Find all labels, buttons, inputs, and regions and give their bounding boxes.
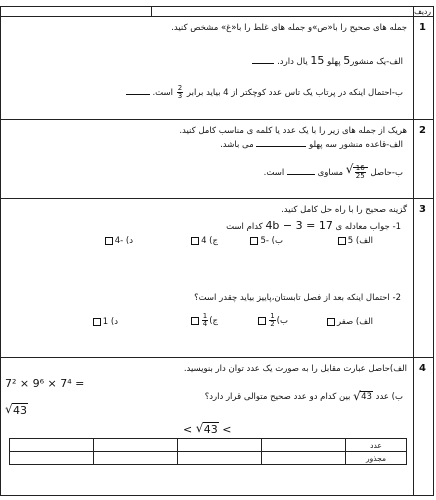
q3-p2-option-c[interactable]: ج) $\frac{1}{4}$	[189, 313, 218, 328]
q2-item-b	[263, 162, 403, 180]
checkbox-icon[interactable]	[191, 237, 199, 245]
table-row-label: مجذور	[346, 452, 407, 465]
q1-a-n: 5	[343, 54, 351, 67]
checkbox-icon[interactable]	[191, 317, 199, 325]
q3-p1-option-a[interactable]: الف) 5	[336, 236, 373, 247]
q1-b-fraction: $\frac{2}{3}$	[177, 84, 183, 100]
q3-p1-question	[226, 220, 401, 233]
row-divider-3	[1, 357, 433, 358]
header-divider	[1, 16, 433, 17]
q3-p2-option-b[interactable]: ب) $\frac{1}{2}$	[256, 313, 288, 328]
q4-b-sqrt: √ 43	[353, 389, 372, 403]
q3-p1-option-b[interactable]: ب) -5	[248, 236, 283, 247]
header-tick	[151, 7, 152, 16]
q4-a-expression: 7² × 9⁶ × 7⁴ =	[5, 377, 85, 390]
q1-a-faces: 15	[310, 54, 325, 67]
q3-p2-label: 2-	[392, 293, 401, 303]
q3-instruction: گزینه صحیح را با راه حل کامل کنید.	[281, 205, 407, 215]
checkbox-icon[interactable]	[105, 237, 113, 245]
q1-a-prefix: الف-یک منشور	[350, 57, 403, 67]
q3-p1-option-c[interactable]: ج) 4	[189, 236, 218, 247]
q2-item-a	[220, 140, 403, 151]
table-cell[interactable]	[262, 452, 346, 465]
table-cell[interactable]	[10, 439, 94, 452]
q2-b-blank[interactable]	[287, 174, 315, 175]
checkbox-icon[interactable]	[258, 317, 266, 325]
checkbox-icon[interactable]	[338, 237, 346, 245]
q3-p2-question	[194, 293, 401, 304]
header-row-label: ردیف	[414, 7, 431, 16]
checkbox-icon[interactable]	[327, 318, 335, 326]
q4-b-pre: ب) عدد	[375, 392, 403, 402]
q3-p1-ask: کدام است	[226, 222, 263, 232]
q1-instruction: جمله های صحیح را با«ص»و جمله های غلط را با«غ» مشخص کنید.	[171, 23, 407, 33]
q2-b-mid: مساوی	[317, 168, 344, 178]
q1-a-mid: پهلو	[327, 57, 341, 67]
q4-square-table	[9, 438, 407, 465]
q3-p1-option-d[interactable]: د) -4	[103, 236, 133, 247]
q2-number: 2	[419, 125, 426, 136]
q3-number: 3	[419, 204, 426, 215]
q4-item-a: الف)حاصل عبارت مقابل را به صورت یک عدد توان دار بنویسید.	[183, 364, 407, 374]
table-row	[10, 439, 407, 452]
q4-b-post: بین کدام دو عدد صحیح متوالی قرار دارد؟	[204, 392, 351, 402]
q1-item-b	[126, 85, 403, 100]
table-cell[interactable]	[10, 452, 94, 465]
q3-p1-equation: 4b − 3 = 17	[265, 219, 333, 232]
q1-a-suffix: یال دارد.	[277, 57, 308, 67]
q3-p2-option-a[interactable]: الف) صفر	[325, 317, 373, 328]
q1-a-blank[interactable]	[252, 63, 274, 64]
q4-item-b	[204, 389, 403, 403]
table-cell[interactable]	[178, 452, 262, 465]
q1-b-blank[interactable]	[126, 94, 150, 95]
row-divider-1	[1, 119, 433, 120]
q2-a-blank[interactable]	[256, 146, 306, 147]
table-cell[interactable]	[178, 439, 262, 452]
q1-b-suffix: است.	[152, 88, 174, 98]
question-table	[0, 6, 434, 496]
q3-p2-option-d[interactable]: د) 1	[91, 317, 118, 328]
q2-b-sqrt: √ $\frac{16}{25}$	[346, 165, 368, 180]
table-cell[interactable]	[262, 439, 346, 452]
q2-b-suffix: است.	[263, 168, 285, 178]
q2-a-text: الف-قاعده منشور سه پهلو	[309, 140, 403, 150]
table-cell[interactable]	[94, 439, 178, 452]
checkbox-icon[interactable]	[93, 318, 101, 326]
table-row	[10, 452, 407, 465]
number-column-divider	[413, 7, 414, 495]
q1-number: 1	[419, 22, 426, 33]
q4-number: 4	[419, 363, 426, 374]
q2-instruction: هریک از جمله های زیر را با یک عدد یا کلمه ی مناسب کامل کنید.	[179, 126, 407, 136]
table-row-label: عدد	[346, 439, 407, 452]
q3-p1-label: 1-	[392, 222, 401, 232]
table-cell[interactable]	[94, 452, 178, 465]
q1-item-a	[252, 55, 403, 68]
q3-p2-text: احتمال اینکه بعد از فصل تابستان،پاییز بیاید چقدر است؟	[194, 293, 390, 303]
q4-inequality: < √ 43 <	[183, 421, 232, 436]
checkbox-icon[interactable]	[250, 237, 258, 245]
q1-b-text: ب-احتمال اینکه در پرتاب یک تاس عدد کوچکتر از 4 بیاید برابر	[186, 88, 403, 98]
q2-b-prefix: ب-حاصل	[370, 168, 403, 178]
row-divider-2	[1, 198, 433, 199]
q2-a-suffix: می باشد.	[220, 140, 254, 150]
q3-p1-text: جواب معادله ی	[335, 222, 390, 232]
q4-sqrt-label: √ 43	[5, 402, 27, 417]
